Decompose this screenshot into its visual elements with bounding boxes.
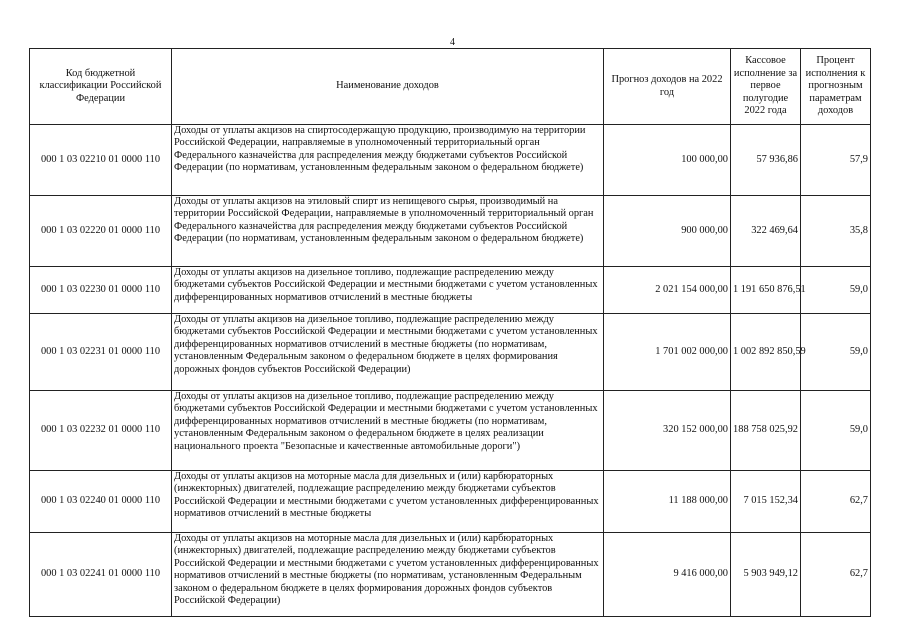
- row-code: 000 1 03 02210 01 0000 110: [30, 125, 172, 196]
- row-code: 000 1 03 02231 01 0000 110: [30, 314, 172, 391]
- row-name: Доходы от уплаты акцизов на моторные масла для дизельных и (или) карбюраторных (инжекторных) двигателей, подлежащие распределению между бюджетами субъектов Российской Федерации и местными бюджетами с учетом установленных дифференцированных нормативов отчислений в местные бюджеты (по нормативам, установленным Федеральным законом о федеральном бюджете в целях формирования дорожных фондов субъектов Российской Федерации): [172, 533, 604, 617]
- row-forecast: 9 416 000,00: [604, 533, 731, 617]
- row-percent: 62,7: [801, 533, 871, 617]
- row-forecast: 11 188 000,00: [604, 471, 731, 533]
- row-forecast: 320 152 000,00: [604, 391, 731, 471]
- table-row: [30, 471, 871, 533]
- table-row: [30, 125, 871, 196]
- row-percent: 62,7: [801, 471, 871, 533]
- table-header-row: [30, 49, 871, 125]
- row-name: Доходы от уплаты акцизов на моторные масла для дизельных и (или) карбюраторных (инжекторных) двигателей, подлежащие распределению между бюджетами субъектов Российской Федерации и местными бюджетами с учетом установленных дифференцированных нормативов отчислений в местные бюджеты: [172, 471, 604, 533]
- revenue-table: [29, 48, 871, 617]
- header-percent: Процент исполнения к прогнозным параметрам доходов: [801, 49, 871, 125]
- header-executed: Кассовое исполнение за первое полугодие 2022 года: [731, 49, 801, 125]
- row-code: 000 1 03 02241 01 0000 110: [30, 533, 172, 617]
- row-percent: 59,0: [801, 314, 871, 391]
- table-row: [30, 196, 871, 267]
- row-name: Доходы от уплаты акцизов на спиртосодержащую продукцию, производимую на территории Российской Федерации, направляемые в уполномоченный территориальный орган Федерального казначейства для распределения между бюджетами субъектов Российской Федерации (по нормативам, установленным федеральным законом о федеральном бюджете): [172, 125, 604, 196]
- row-forecast: 100 000,00: [604, 125, 731, 196]
- table-row: [30, 314, 871, 391]
- row-forecast: 900 000,00: [604, 196, 731, 267]
- table-row: [30, 533, 871, 617]
- row-code: 000 1 03 02230 01 0000 110: [30, 267, 172, 314]
- row-name: Доходы от уплаты акцизов на дизельное топливо, подлежащие распределению между бюджетами субъектов Российской Федерации и местными бюджетами с учетом установленных дифференцированных нормативов отчислений в местные бюджеты: [172, 267, 604, 314]
- row-forecast: 2 021 154 000,00: [604, 267, 731, 314]
- table-row: [30, 391, 871, 471]
- header-forecast: Прогноз доходов на 2022 год: [604, 49, 731, 125]
- row-forecast: 1 701 002 000,00: [604, 314, 731, 391]
- row-code: 000 1 03 02220 01 0000 110: [30, 196, 172, 267]
- row-executed: 57 936,86: [731, 125, 801, 196]
- row-executed: 1 191 650 876,51: [731, 267, 801, 314]
- row-name: Доходы от уплаты акцизов на дизельное топливо, подлежащие распределению между бюджетами субъектов Российской Федерации и местными бюджетами с учетом установленных дифференцированных нормативов отчислений в местные бюджеты (по нормативам, установленным Федеральным законом о федеральном бюджете в целях формирования дорожных фондов субъектов Российской Федерации): [172, 314, 604, 391]
- row-executed: 322 469,64: [731, 196, 801, 267]
- header-name: Наименование доходов: [172, 49, 604, 125]
- row-name: Доходы от уплаты акцизов на этиловый спирт из непищевого сырья, производимый на территории Российской Федерации, направляемые в уполномоченный территориальный орган Федерального казначейства для распределения между бюджетами субъектов Российской Федерации (по нормативам, установленным федеральным законом о федеральном бюджете): [172, 196, 604, 267]
- row-executed: 1 002 892 850,59: [731, 314, 801, 391]
- row-percent: 59,0: [801, 267, 871, 314]
- row-executed: 5 903 949,12: [731, 533, 801, 617]
- row-percent: 57,9: [801, 125, 871, 196]
- row-executed: 188 758 025,92: [731, 391, 801, 471]
- header-code: Код бюджетной классификации Российской Федерации: [30, 49, 172, 125]
- row-percent: 59,0: [801, 391, 871, 471]
- row-code: 000 1 03 02240 01 0000 110: [30, 471, 172, 533]
- row-percent: 35,8: [801, 196, 871, 267]
- row-code: 000 1 03 02232 01 0000 110: [30, 391, 172, 471]
- table-row: [30, 267, 871, 314]
- page-number: 4: [450, 37, 455, 48]
- row-executed: 7 015 152,34: [731, 471, 801, 533]
- row-name: Доходы от уплаты акцизов на дизельное топливо, подлежащие распределению между бюджетами субъектов Российской Федерации и местными бюджетами с учетом установленных дифференцированных нормативов отчислений в местные бюджеты (по нормативам, установленным Федеральным законом о федеральном бюджете в целях реализации национального проекта "Безопасные и качественные автомобильные дороги"): [172, 391, 604, 471]
